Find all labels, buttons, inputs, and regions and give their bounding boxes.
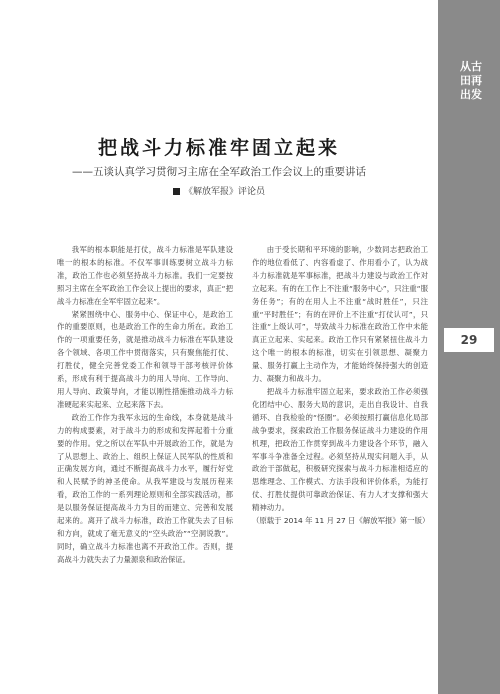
page-number: 29 <box>444 328 494 352</box>
section-label: 从古田再出发 <box>460 60 482 101</box>
source-note: （原载于 2014 年 11 月 27 日《解放军报》第一版） <box>252 516 430 526</box>
right-column <box>252 244 428 528</box>
byline-text: 《解放军报》评论员 <box>183 187 265 197</box>
byline <box>0 184 438 197</box>
left-column <box>57 244 233 567</box>
paragraph: 我军的根本职能是打仗，战斗力标准是军队建设唯一的根本的标准。不仅军事训练要树立战斗力标准，政治工作也必须坚持战斗力标准。我们一定要按照习主席在全军政治工作会议上提出的要求，真正“把战斗力标准在全军牢固立起来”。 <box>57 245 233 306</box>
square-bullet-icon <box>173 188 180 195</box>
article-subtitle: ——五谈认真学习贯彻习主席在全军政治工作会议上的重要讲话 <box>72 166 366 178</box>
paragraph: 紧紧围绕中心、服务中心、保证中心，是政治工作的重要原则，也是政治工作的生命力所在。政治工作的一项重要任务，就是推动战斗力标准在军队建设各个领域、各项工作中贯彻落实，只有聚焦能打仗、打胜仗，健全完善党委工作和领导干部考核评价体系，形成有利于提高战斗力的用人导向、工作导向、用人导向、政策导向，才能以刚性措施推动战斗力标准硬起来实起来、立起来落下去。 <box>57 309 233 409</box>
article-title: 把战斗力标准牢固立起来 <box>97 137 340 159</box>
paragraph: 把战斗力标准牢固立起来，要求政治工作必须强化团结中心、服务大局的意识，走出自我设计、自我循环、自我检验的“怪圈”。必须按照打赢信息化局部战争要求，探索政治工作服务保证战斗力建设的作用机理，把政治工作贯穿到战斗力建设各个环节，融入军事斗争准备全过程。必须坚持从现实问题入手，从政治干部做起，积极研究探索与战斗力标准相适应的思维理念、工作模式、方法手段和评价体系，为能打仗、打胜仗提供可靠政治保证、有力人才支撑和强大精神动力。 <box>252 386 428 513</box>
paragraph: 政治工作作为我军永远的生命线，本身就是战斗力的构成要素，对于战斗力的形成和发挥起着十分重要的作用。党之所以在军队中开展政治工作，就是为了从思想上、政治上、组织上保证人民军队的性质和正确发展方向，通过不断提高战斗力水平，履行好党和人民赋予的神圣使命。从我军建设与发展历程来看，政治工作的一系列理论原则和全部实践活动，都是以服务保证提高战斗力为目的而建立、完善和发展起来的。离开了战斗力标准，政治工作就失去了目标和方向，就成了毫无意义的“空头政治”“空洞说教”。同时，确立战斗力标准也离不开政治工作。否则，提高战斗力就失去了力量源泉和政治保证。 <box>57 412 233 564</box>
paragraph: 由于受长期和平环境的影响，少数同志把政治工作的地位看低了、内容看虚了、作用看小了，认为战斗力标准就是军事标准，把战斗力建设与政治工作对立起来。有的在工作上不注重“服务中心”，只注重“服务任务”；有的在用人上不注重“战时胜任”，只注重“平时胜任”；有的在评价上不注重“打仗认可”，只注重“上级认可”，导致战斗力标准在政治工作中未能真正立起来、实起来。政治工作只有紧紧扭住战斗力这个唯一的根本的标准，切实在引领思想、凝聚力量、服务打赢上主动作为，才能始终保持强大的创造力、凝聚力和战斗力。 <box>252 245 428 384</box>
